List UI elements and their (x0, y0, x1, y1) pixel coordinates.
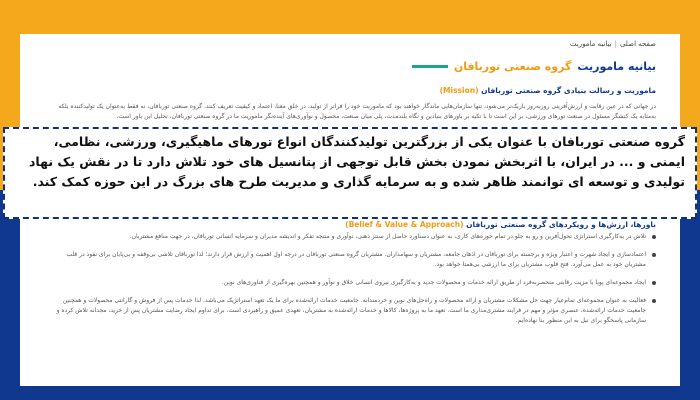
list-item-text: فعالیت به عنوان مجموعه‌ای تمام‌عیار جهت حل مشکلات مشتریان و ارائه محصولات و راه‌حل‌های نوین و خردمندانه. جامعیت خدمات ارائه‌شده برای ما یک تعهد استراتژیک می‌باشد. لذا خدمات پس از فروش و گارانتی محصولات و همچنین جامعیت خدمات ارائه‌شده، عنصری مؤثر و مهم در فرایند مشتری‌مداری ما است. تعهد ما به پروژه‌ها، کالاها و خدمات ارائه‌شده به مشتریان، تعهدی عمیق و راهبردی است. برای تداوم ایجاد رضایت مشتریان پس از خرید، مجدانه تلاش کرده و سازمانی پاسخگو برای نیل به این منظور بنا نهاده‌ایم. (56, 297, 646, 324)
breadcrumb-home[interactable]: صفحه اصلی (619, 40, 656, 48)
list-item (56, 278, 656, 288)
mission-heading-text: ماموریت و رسالت بنیادی گروه صنعتی توربافان (481, 86, 656, 95)
list-item (56, 250, 656, 270)
values-heading-text: باورها، ارزش‌ها و رویکردهای گروه صنعتی توربافان (466, 220, 656, 229)
breadcrumb (570, 40, 656, 48)
bullet-dot-icon (652, 281, 656, 285)
list-item-text: تلاش در به‌کارگیری استراتژی تحول‌آفرین و رو به جلو در تمام حوزه‌های کاری، به عنوان دستاورد حاصل از سنتز ذهنی، نوآوری و منتجه تفکر و اندیشه مدیران و سرمایه انسانی توربافان، در جهت منافع مشتریان. (129, 233, 646, 240)
bullet-dot-icon (652, 299, 656, 303)
list-item (56, 296, 656, 326)
breadcrumb-separator: | (614, 40, 617, 48)
page-title-accent: گروه صنعتی توربافان (453, 60, 572, 73)
list-item (56, 232, 656, 242)
values-list (56, 232, 656, 334)
bullet-dot-icon (652, 253, 656, 257)
page-title (412, 60, 656, 73)
highlight-callout: گروه صنعتی توربافان با عنوان یکی از بزرگترین تولیدکنندگان انواع تورهای ماهیگیری، ورزشی، نظامی، ایمنی و ... در ایران، با اثربخش نمودن بخش قابل توجهی از پتانسیل های خود تلاش دارد تا در نقش یک نهاد تولیدی و توسعه ای توانمند ظاهر شده و به سرمایه گذاری و مدیریت طرح های بزرگ در این حوزه کمک کند. (3, 127, 697, 219)
mission-heading-en: (Mission) (439, 86, 479, 95)
title-decoration-bar (412, 65, 448, 68)
mission-heading (440, 86, 656, 95)
values-heading-en: (Belief & Value & Approach) (345, 220, 464, 229)
bullet-dot-icon (652, 235, 656, 239)
values-heading (345, 220, 656, 229)
list-item-text: اعتمادسازی و ایجاد شهرت و اعتبار ویژه و برجسته برای توربافان در اذهان جامعه، مشتریان و سهامداران. مشتریان گروه صنعتی توربافان در درجه اول اهمیت و ارزش قرار دارند؛ لذا توربافان تلاشی بی‌وقفه و بی‌پایان برای نفوذ در قلب مشتریان خود به عمل می‌آورد. فتح قلوب مشتریان برای ما ارزشی بی‌همتا خواهد بود. (66, 251, 646, 268)
page-title-main: بیانیه ماموریت (577, 60, 656, 73)
breadcrumb-current: بیانیه ماموریت (569, 40, 612, 48)
mission-paragraph: در جهانی که در عین رقابت و ارزش‌آفرینی روزبه‌روز باریک‌تر می‌شود، تنها سازمان‌هایی ماندگار خواهند بود که ماموریت خود را فراتر از تولید، در خلق معنا، اعتماد و کیفیت تعریف کنند. گروه صنعتی توربافان، نه فقط به‌عنوان یک تولیدکننده بلکه به‌مثابه یک کنشگر مسئول در صنعت تورهای ورزشی، بر این است تا با تکیه بر باورهای بنیادین و نگاه بلندمدت، پلی میان صنعت، محصول و نوآوری‌های آینده‌نگر ماموریت ما در گروه صنعتی توربافان، تحلیل این باور است. (58, 103, 656, 120)
list-item-text: ایجاد مجموعه‌ای پویا با مزیت رقابتی منحصربه‌فرد از طریق ارائه خدمات و محصولات جدید و به‌کارگیری نیروی انسانی خلاق و نوآور و همچنین بهره‌گیری از فناوری‌های نوین. (221, 279, 646, 286)
